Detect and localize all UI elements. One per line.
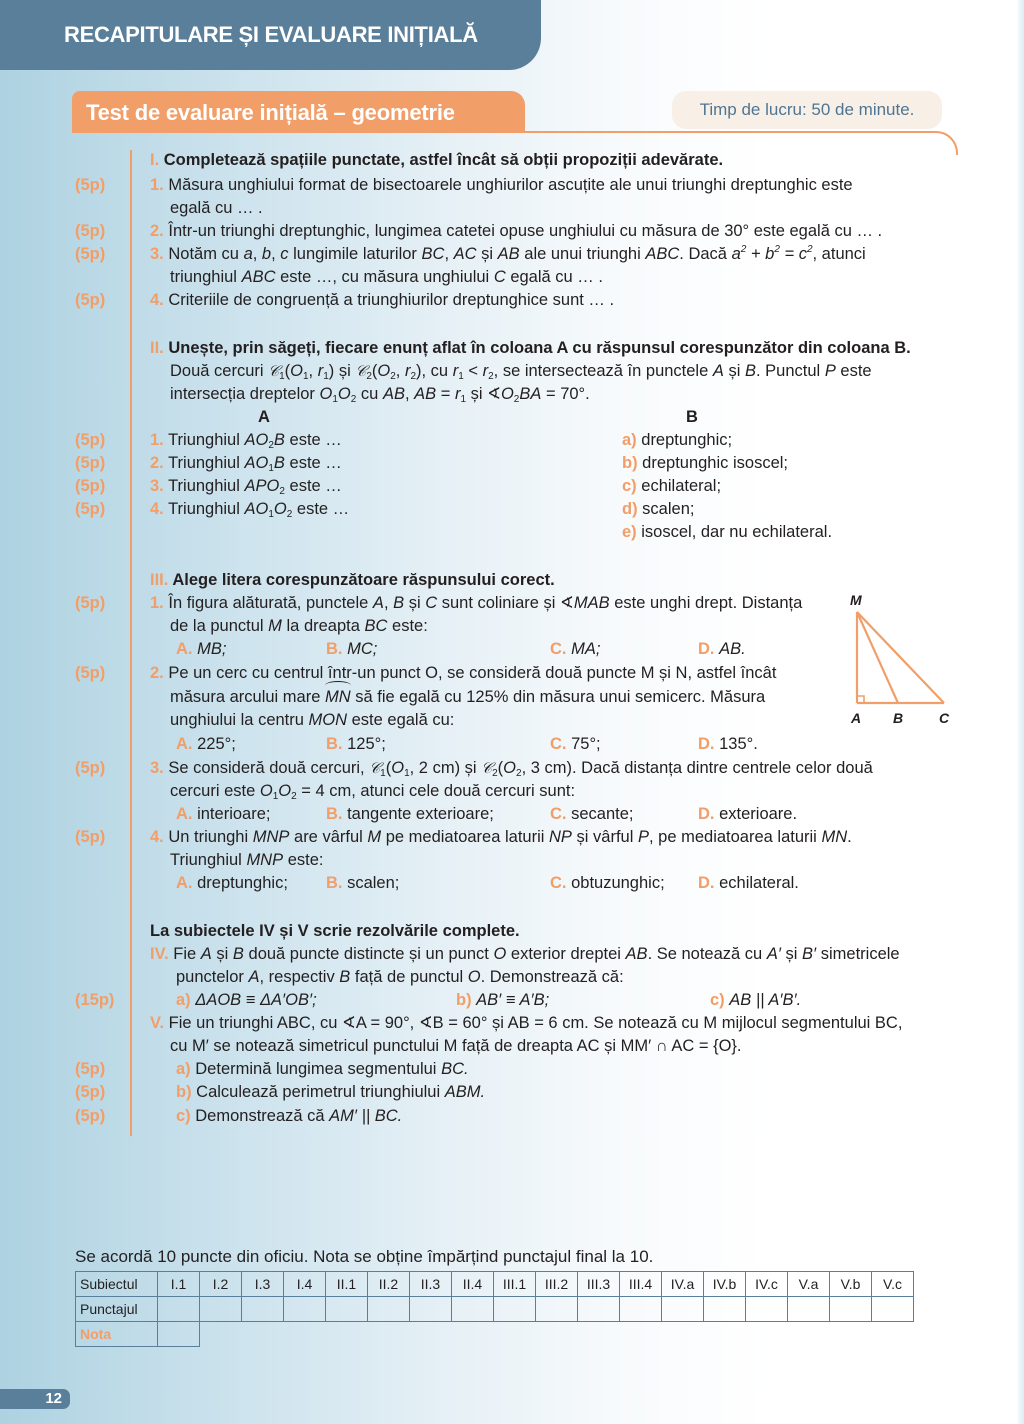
arc-mn: MN bbox=[325, 686, 351, 709]
subject-cell: V.c bbox=[872, 1272, 914, 1297]
chapter-title: RECAPITULARE ȘI EVALUARE INIȚIALĂ bbox=[64, 22, 478, 47]
question-4-part-b: b) AB′ ≡ A′B; bbox=[456, 991, 550, 1009]
option-a[interactable]: A. MB; bbox=[176, 640, 227, 658]
points-cell[interactable] bbox=[452, 1297, 494, 1322]
divider bbox=[74, 131, 934, 133]
triangle-figure bbox=[840, 590, 960, 730]
option-c[interactable]: C. 75°; bbox=[550, 735, 601, 753]
points-divider bbox=[130, 150, 132, 1136]
row-label: Punctajul bbox=[76, 1297, 158, 1322]
question-5-part-b: b) Calculează perimetrul triunghiului ABM. bbox=[176, 1083, 486, 1101]
option-c[interactable]: C. MA; bbox=[550, 640, 601, 658]
question-4: IV. Fie A și B două puncte distincte și un punct O exterior dreptei AB. Se notează cu A′ și B′ simetricele bbox=[150, 945, 900, 963]
section-4-5-intro: La subiectele IV și V scrie rezolvările complete. bbox=[150, 922, 520, 940]
points-label: (5p) bbox=[75, 245, 106, 263]
grade-row bbox=[76, 1322, 914, 1347]
column-b-item: d) scalen; bbox=[622, 500, 695, 518]
subject-cell: IV.c bbox=[746, 1272, 788, 1297]
subject-cell: II.2 bbox=[368, 1272, 410, 1297]
points-label: (5p) bbox=[75, 454, 106, 472]
points-cell[interactable] bbox=[536, 1297, 578, 1322]
subject-cell: II.1 bbox=[326, 1272, 368, 1297]
question-1-3-cont: triunghiul ABC este …, cu măsura unghiului C egală cu … . bbox=[170, 268, 603, 286]
segment-mc bbox=[857, 612, 944, 703]
points-label: (5p) bbox=[75, 500, 106, 518]
subject-cell: I.4 bbox=[284, 1272, 326, 1297]
points-cell[interactable] bbox=[746, 1297, 788, 1322]
subject-cell: I.3 bbox=[242, 1272, 284, 1297]
subject-cell: III.4 bbox=[620, 1272, 662, 1297]
question-3-2-cont: măsura arcului mare MN să fie egală cu 125% din măsura unui semicerc. Măsura bbox=[170, 686, 840, 709]
scoring-table bbox=[75, 1271, 914, 1347]
points-cell[interactable] bbox=[242, 1297, 284, 1322]
option-d[interactable]: D. AB. bbox=[698, 640, 746, 658]
question-3-3-cont: cercuri este $O_1O_2 = 4$ cm, atunci cele două cercuri sunt: bbox=[170, 782, 576, 802]
question-3-2: 2. Pe un cerc cu centrul într-un punct O, se consideră două puncte M și N, astfel încât bbox=[150, 664, 777, 682]
option-c[interactable]: C. obtuzunghic; bbox=[550, 874, 665, 892]
subject-cell: IV.a bbox=[662, 1272, 704, 1297]
points-cell[interactable] bbox=[200, 1297, 242, 1322]
option-c[interactable]: C. secante; bbox=[550, 805, 634, 823]
points-cell[interactable] bbox=[368, 1297, 410, 1322]
question-1-2: 2. Într-un triunghi dreptunghic, lungimea catetei opuse unghiului cu măsura de 30° este egală cu … . bbox=[150, 222, 883, 240]
question-1-1-cont: egală cu … . bbox=[170, 199, 263, 217]
points-cell[interactable] bbox=[494, 1297, 536, 1322]
points-cell[interactable] bbox=[830, 1297, 872, 1322]
question-4-cont: punctelor A, respectiv B față de punctul O. Demonstrează că: bbox=[176, 968, 624, 986]
points-label: (5p) bbox=[75, 477, 106, 495]
label-b: B bbox=[893, 710, 904, 726]
points-label: (5p) bbox=[75, 1107, 106, 1125]
points-label: (5p) bbox=[75, 222, 106, 240]
test-title: Test de evaluare inițială – geometrie bbox=[86, 100, 455, 125]
points-label: (5p) bbox=[75, 431, 106, 449]
option-b[interactable]: B. scalen; bbox=[326, 874, 400, 892]
points-cell[interactable] bbox=[326, 1297, 368, 1322]
points-label: (5p) bbox=[75, 176, 106, 194]
pythagoras-formula: $a^2 + b^2 = c^2$ bbox=[731, 244, 813, 263]
question-3-4: 4. Un triunghi MNP are vârful M pe mediatoarea laturii NP și vârful P, pe mediatoarea laturii MN. bbox=[150, 828, 852, 846]
section-1-heading: I. Completează spațiile punctate, astfel încât să obții propoziții adevărate. bbox=[150, 151, 724, 169]
question-4-part-a: a) ΔAOB ≡ ΔA′OB′; bbox=[176, 991, 317, 1009]
subject-cell: II.3 bbox=[410, 1272, 452, 1297]
option-d[interactable]: D. exterioare. bbox=[698, 805, 798, 823]
section-2-intro-cont: intersecția dreptelor $O_1O_2$ cu AB, AB = $r_1$ și $∢O_2BA = 70^\circ$. bbox=[170, 385, 590, 405]
option-a[interactable]: A. dreptunghic; bbox=[176, 874, 288, 892]
points-label: (5p) bbox=[75, 291, 106, 309]
column-a-item: 2. Triunghiul $AO_1B$ este … bbox=[150, 454, 342, 474]
label-m: M bbox=[850, 592, 862, 608]
segment-mb bbox=[857, 612, 898, 703]
question-5-part-c: c) Demonstrează că AM′ || BC. bbox=[176, 1107, 403, 1125]
subject-cell: II.4 bbox=[452, 1272, 494, 1297]
grade-cell[interactable] bbox=[158, 1322, 200, 1347]
column-b-header: B bbox=[686, 408, 698, 426]
scoring-note: Se acordă 10 puncte din oficiu. Nota se obține împărțind punctajul final la 10. bbox=[75, 1247, 654, 1266]
points-cell[interactable] bbox=[662, 1297, 704, 1322]
page-number: 12 bbox=[0, 1389, 70, 1409]
column-b-item: e) isoscel, dar nu echilateral. bbox=[622, 523, 833, 541]
points-label: (15p) bbox=[75, 991, 115, 1009]
points-label: (5p) bbox=[75, 759, 106, 777]
question-3-1-cont: de la punctul M la dreapta BC este: bbox=[170, 617, 428, 635]
points-cell[interactable] bbox=[788, 1297, 830, 1322]
points-label: (5p) bbox=[75, 1060, 106, 1078]
row-label: Nota bbox=[76, 1322, 158, 1347]
option-b[interactable]: B. MC; bbox=[326, 640, 378, 658]
label-a: A bbox=[851, 710, 862, 726]
subject-cell: III.1 bbox=[494, 1272, 536, 1297]
subject-cell: III.3 bbox=[578, 1272, 620, 1297]
points-row bbox=[76, 1297, 914, 1322]
subject-cell: IV.b bbox=[704, 1272, 746, 1297]
question-1-1: 1. Măsura unghiului format de bisectoarele unghiurilor ascuțite ale unui triunghi dreptunghic este bbox=[150, 176, 853, 194]
question-3-1: 1. În figura alăturată, punctele A, B și C sunt coliniare și ∢MAB este unghi drept. Distanța bbox=[150, 594, 803, 612]
option-b[interactable]: B. tangente exterioare; bbox=[326, 805, 494, 823]
points-cell[interactable] bbox=[704, 1297, 746, 1322]
question-1-3: 3. Notăm cu a, b, c lungimile laturilor BC, AC și AB ale unui triunghi ABC. Dacă $a^2 + b^2 = c^2$, atunci bbox=[150, 244, 866, 263]
column-b-item: b) dreptunghic isoscel; bbox=[622, 454, 789, 472]
subject-cell: I.2 bbox=[200, 1272, 242, 1297]
column-b-item: a) dreptunghic; bbox=[622, 431, 733, 449]
question-1-4: 4. Criteriile de congruență a triunghiurilor dreptunghice sunt … . bbox=[150, 291, 615, 309]
subject-cell: I.1 bbox=[158, 1272, 200, 1297]
subject-cell: V.a bbox=[788, 1272, 830, 1297]
points-cell[interactable] bbox=[410, 1297, 452, 1322]
question-5-part-a: a) Determină lungimea segmentului BC. bbox=[176, 1060, 469, 1078]
column-a-item: 4. Triunghiul $AO_1O_2$ este … bbox=[150, 500, 350, 520]
column-a-header: A bbox=[258, 408, 270, 426]
option-d[interactable]: D. 135°. bbox=[698, 735, 758, 753]
option-b[interactable]: B. 125°; bbox=[326, 735, 386, 753]
question-3-3: 3. Se consideră două cercuri, $𝒞_1(O_1$, 2 cm) și $𝒞_2(O_2$, 3 cm). Dacă distanța dintre centrele celor două bbox=[150, 759, 873, 779]
option-a[interactable]: A. 225°; bbox=[176, 735, 236, 753]
row-label: Subiectul bbox=[76, 1272, 158, 1297]
column-b-item: c) echilateral; bbox=[622, 477, 722, 495]
subject-cell: III.2 bbox=[536, 1272, 578, 1297]
points-cell[interactable] bbox=[284, 1297, 326, 1322]
column-a-item: 1. Triunghiul $AO_2B$ este … bbox=[150, 431, 342, 451]
points-label: (5p) bbox=[75, 594, 106, 612]
points-cell[interactable] bbox=[158, 1297, 200, 1322]
question-3-4-cont: Triunghiul MNP este: bbox=[170, 851, 324, 869]
question-5-cont: cu M′ se notează simetricul punctului M față de dreapta AC și MM′ ∩ AC = {O}. bbox=[170, 1037, 742, 1055]
column-a-item: 3. Triunghiul $APO_2$ este … bbox=[150, 477, 342, 497]
points-cell[interactable] bbox=[578, 1297, 620, 1322]
option-d[interactable]: D. echilateral. bbox=[698, 874, 799, 892]
subject-row bbox=[76, 1272, 914, 1297]
question-5: V. Fie un triunghi ABC, cu ∢A = 90°, ∢B = 60° și AB = 6 cm. Se notează cu M mijlocul segmentului BC, bbox=[150, 1014, 903, 1032]
time-badge: Timp de lucru: 50 de minute. bbox=[672, 91, 942, 129]
points-label: (5p) bbox=[75, 1083, 106, 1101]
section-2-heading: II. Unește, prin săgeți, fiecare enunț aflat în coloana A cu răspunsul corespunzător din coloana B. bbox=[150, 339, 911, 357]
section-3-heading: III. Alege litera corespunzătoare răspunsului corect. bbox=[150, 571, 555, 589]
section-2-intro: Două cercuri $𝒞_1(O_1$, $r_1$) și $𝒞_2(O_2$, $r_2$), cu $r_1 < r_2$, se intersectează în punctele A și B. Punctul P este bbox=[170, 362, 872, 382]
page-edge bbox=[1018, 0, 1024, 1424]
question-3-2-cont2: unghiului la centru MON este egală cu: bbox=[170, 711, 455, 729]
points-cell[interactable] bbox=[872, 1297, 914, 1322]
question-4-part-c: c) AB || A′B′. bbox=[710, 991, 802, 1009]
points-cell[interactable] bbox=[620, 1297, 662, 1322]
option-a[interactable]: A. interioare; bbox=[176, 805, 271, 823]
points-label: (5p) bbox=[75, 664, 106, 682]
subject-cell: V.b bbox=[830, 1272, 872, 1297]
points-label: (5p) bbox=[75, 828, 106, 846]
label-c: C bbox=[939, 710, 950, 726]
